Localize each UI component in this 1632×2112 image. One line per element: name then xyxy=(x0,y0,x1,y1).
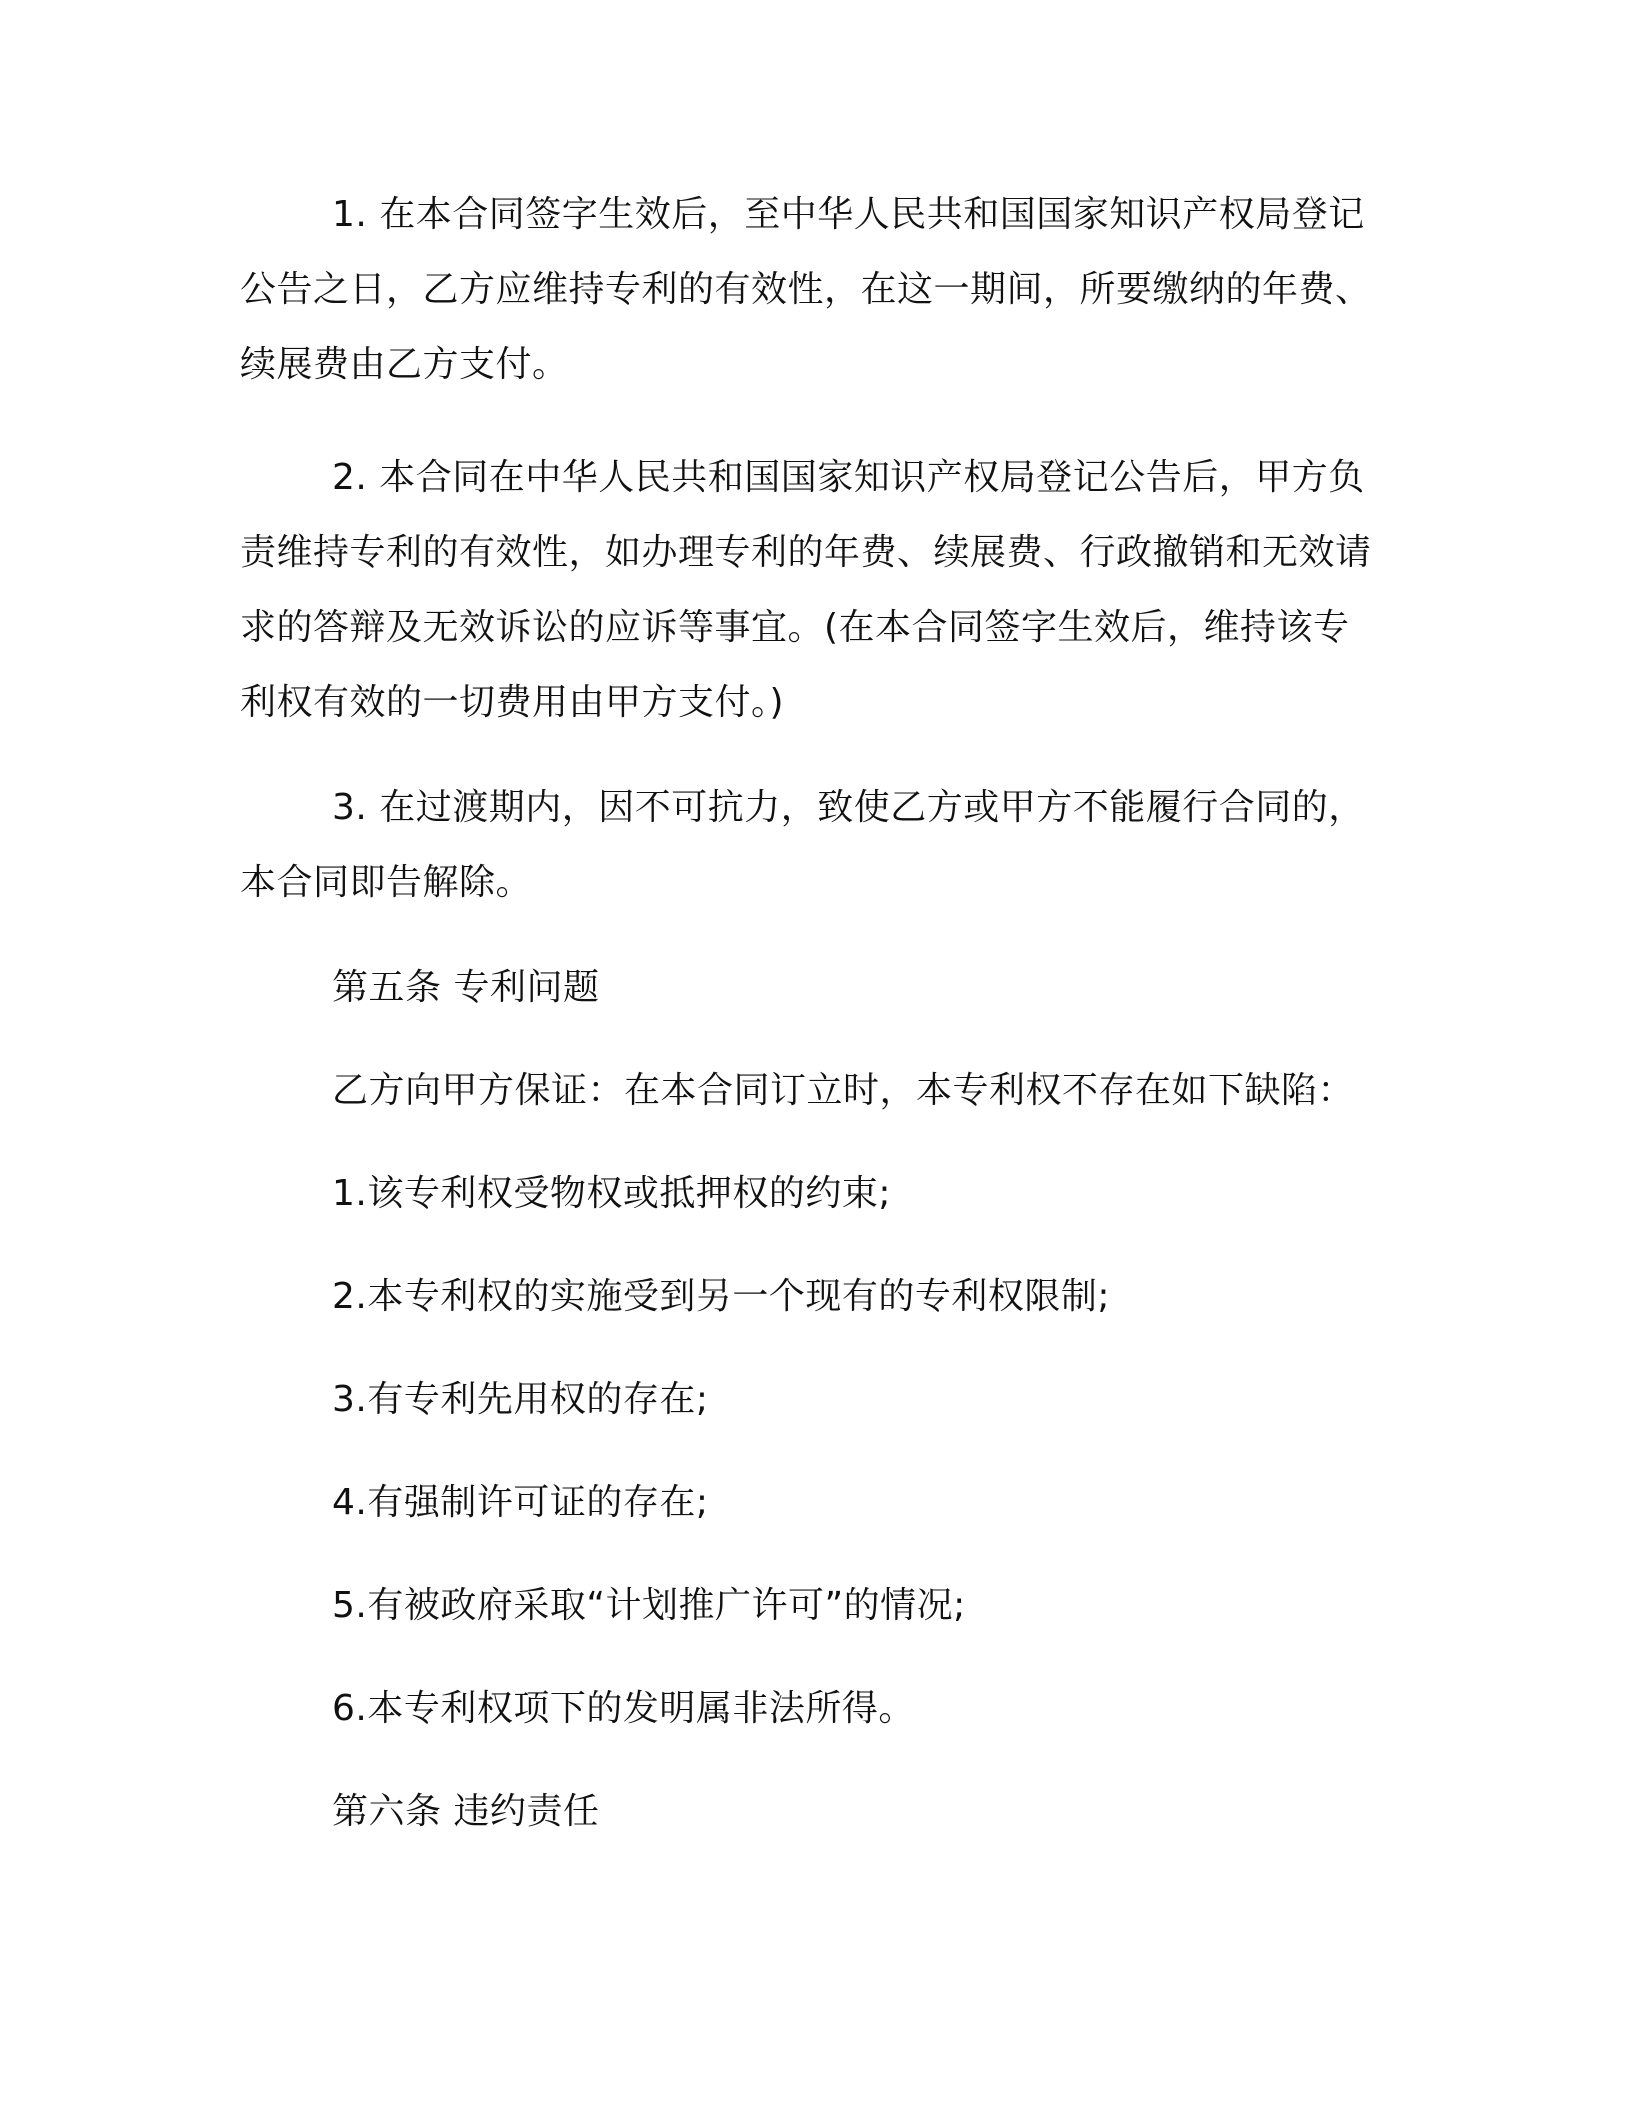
article-5-intro: 乙方向甲方保证：在本合同订立时，本专利权不存在如下缺陷： xyxy=(332,1070,1355,1111)
defect-item: 6.本专利权项下的发明属非法所得。 xyxy=(332,1688,915,1729)
defect-item: 4.有强制许可证的存在; xyxy=(332,1482,709,1523)
defect-item: 5.有被政府采取“计划推广许可”的情况; xyxy=(332,1585,966,1626)
article-6-heading: 第六条 违约责任 xyxy=(332,1791,600,1832)
paragraph-2: 2. 本合同在中华人民共和国国家知识产权局登记公告后，甲方负责维持专利的有效性，如办理专利的年费、续展费、行政撤销和无效请求的答辩及无效诉讼的应诉等事宜。(在本合同签字生效后，维持该专利权有效的一切费用由甲方支付。) xyxy=(240,457,1372,723)
defect-item: 1.该专利权受物权或抵押权的约束; xyxy=(332,1173,891,1214)
defect-item: 2.本专利权的实施受到另一个现有的专利权限制; xyxy=(332,1276,1110,1317)
paragraph-1: 1. 在本合同签字生效后，至中华人民共和国国家知识产权局登记公告之日，乙方应维持专利的有效性，在这一期间，所要缴纳的年费、续展费由乙方支付。 xyxy=(240,194,1372,385)
defect-item: 3.有专利先用权的存在; xyxy=(332,1379,709,1420)
paragraph-3: 3. 在过渡期内，因不可抗力，致使乙方或甲方不能履行合同的，本合同即告解除。 xyxy=(240,787,1365,903)
article-5-heading: 第五条 专利问题 xyxy=(332,967,600,1008)
